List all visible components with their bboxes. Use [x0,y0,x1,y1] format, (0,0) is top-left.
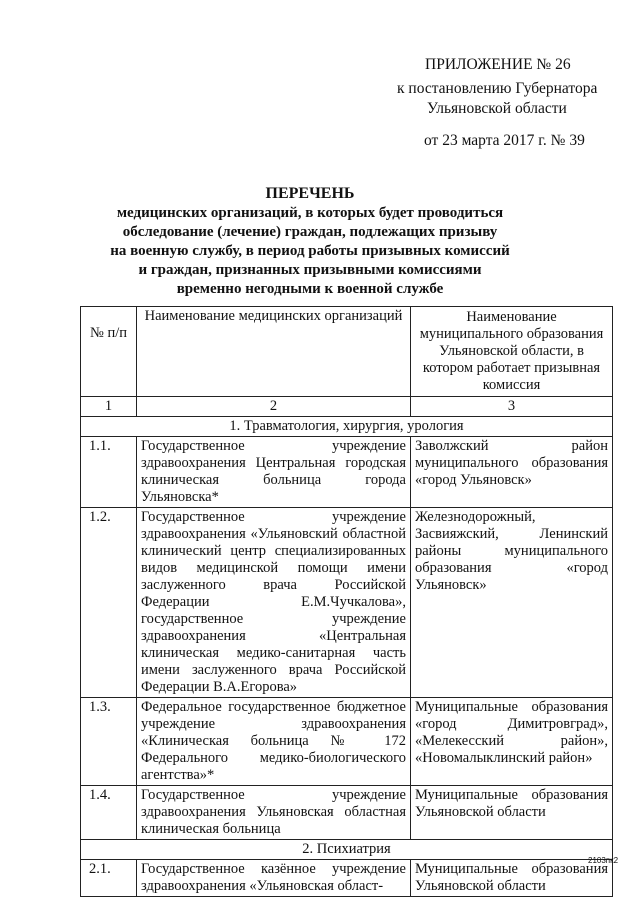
table-row [81,698,613,786]
column-number: 2 [137,397,411,417]
table-row [81,508,613,698]
column-number: 1 [81,397,137,417]
title-line-2: медицинских организаций, в которых будет проводиться [116,205,504,221]
organization-cell: Государственное казённое учреждение здравоохранения «Ульяновская област- [137,860,411,897]
organization-cell: Государственное учреждение здравоохранения «Ульяновский областной клинический центр специализированных видов медицинской помощи имени заслуженного врача Российской Федерации Е.М.Чучкалова», государственное учреждение здравоохранения «Центральная клиническая медико-санитарная часть имени заслуженного врача Российской Федерации В.А.Егорова» [137,508,411,698]
appendix-block [397,55,627,151]
section-title: 2. Психиатрия [81,840,613,860]
table-row [81,860,613,897]
medical-organizations-table [80,306,613,897]
column-number-row [81,397,613,417]
section-row [81,840,613,860]
table-row [81,786,613,840]
appendix-title: ПРИЛОЖЕНИЕ № 26 [425,56,571,73]
municipality-cell: Муниципальные образования «город Димитровград», «Мелекесский район», «Новомалыклинский район» [411,698,613,786]
title-line-4: на военную службу, в период работы призывных комиссий [110,243,510,259]
organization-cell: Государственное учреждение здравоохранения Центральная городская клиническая больница города Ульяновска* [137,437,411,508]
header-municipality: Наименование муниципального образования Ульяновской области, в котором работает призывная комиссия [411,307,613,397]
municipality-cell: Железнодорожный, Засвияжский, Ленинский районы муниципального образования «город Ульяновск» [411,508,613,698]
footer-code: 2103пк2 [588,856,619,865]
municipality-cell: Муниципальные образования Ульяновской области [411,786,613,840]
row-number: 1.3. [81,698,137,786]
table-row [81,437,613,508]
section-title: 1. Травматология, хирургия, урология [81,417,613,437]
organization-cell: Государственное учреждение здравоохранения Ульяновская областная клиническая больница [137,786,411,840]
row-number: 2.1. [81,860,137,897]
title-line-5: и граждан, признанных призывными комиссиями [138,262,482,278]
row-number: 1.4. [81,786,137,840]
municipality-cell: Заволжский район муниципального образования «город Ульяновск» [411,437,613,508]
organization-cell: Федеральное государственное бюджетное учреждение здравоохранения «Клиническая больница № 172 Федерального медико-биологического агентства»* [137,698,411,786]
column-number: 3 [411,397,613,417]
row-number: 1.2. [81,508,137,698]
row-number: 1.1. [81,437,137,508]
municipality-cell: Муниципальные образования Ульяновской области [411,860,613,897]
appendix-date: от 23 марта 2017 г. № 39 [424,132,585,149]
section-row [81,417,613,437]
document-title [100,184,520,299]
appendix-line-region: Ульяновской области [427,100,567,117]
header-organization: Наименование медицинских организаций [137,307,411,397]
title-line-3: обследование (лечение) граждан, подлежащих призыву [122,224,498,240]
title-line-1: ПЕРЕЧЕНЬ [265,185,355,202]
appendix-line-decree: к постановлению Губернатора [397,80,598,97]
header-number: № п/п [81,307,137,397]
table-header-row [81,307,613,397]
title-line-6: временно негодными к военной службе [176,281,444,297]
